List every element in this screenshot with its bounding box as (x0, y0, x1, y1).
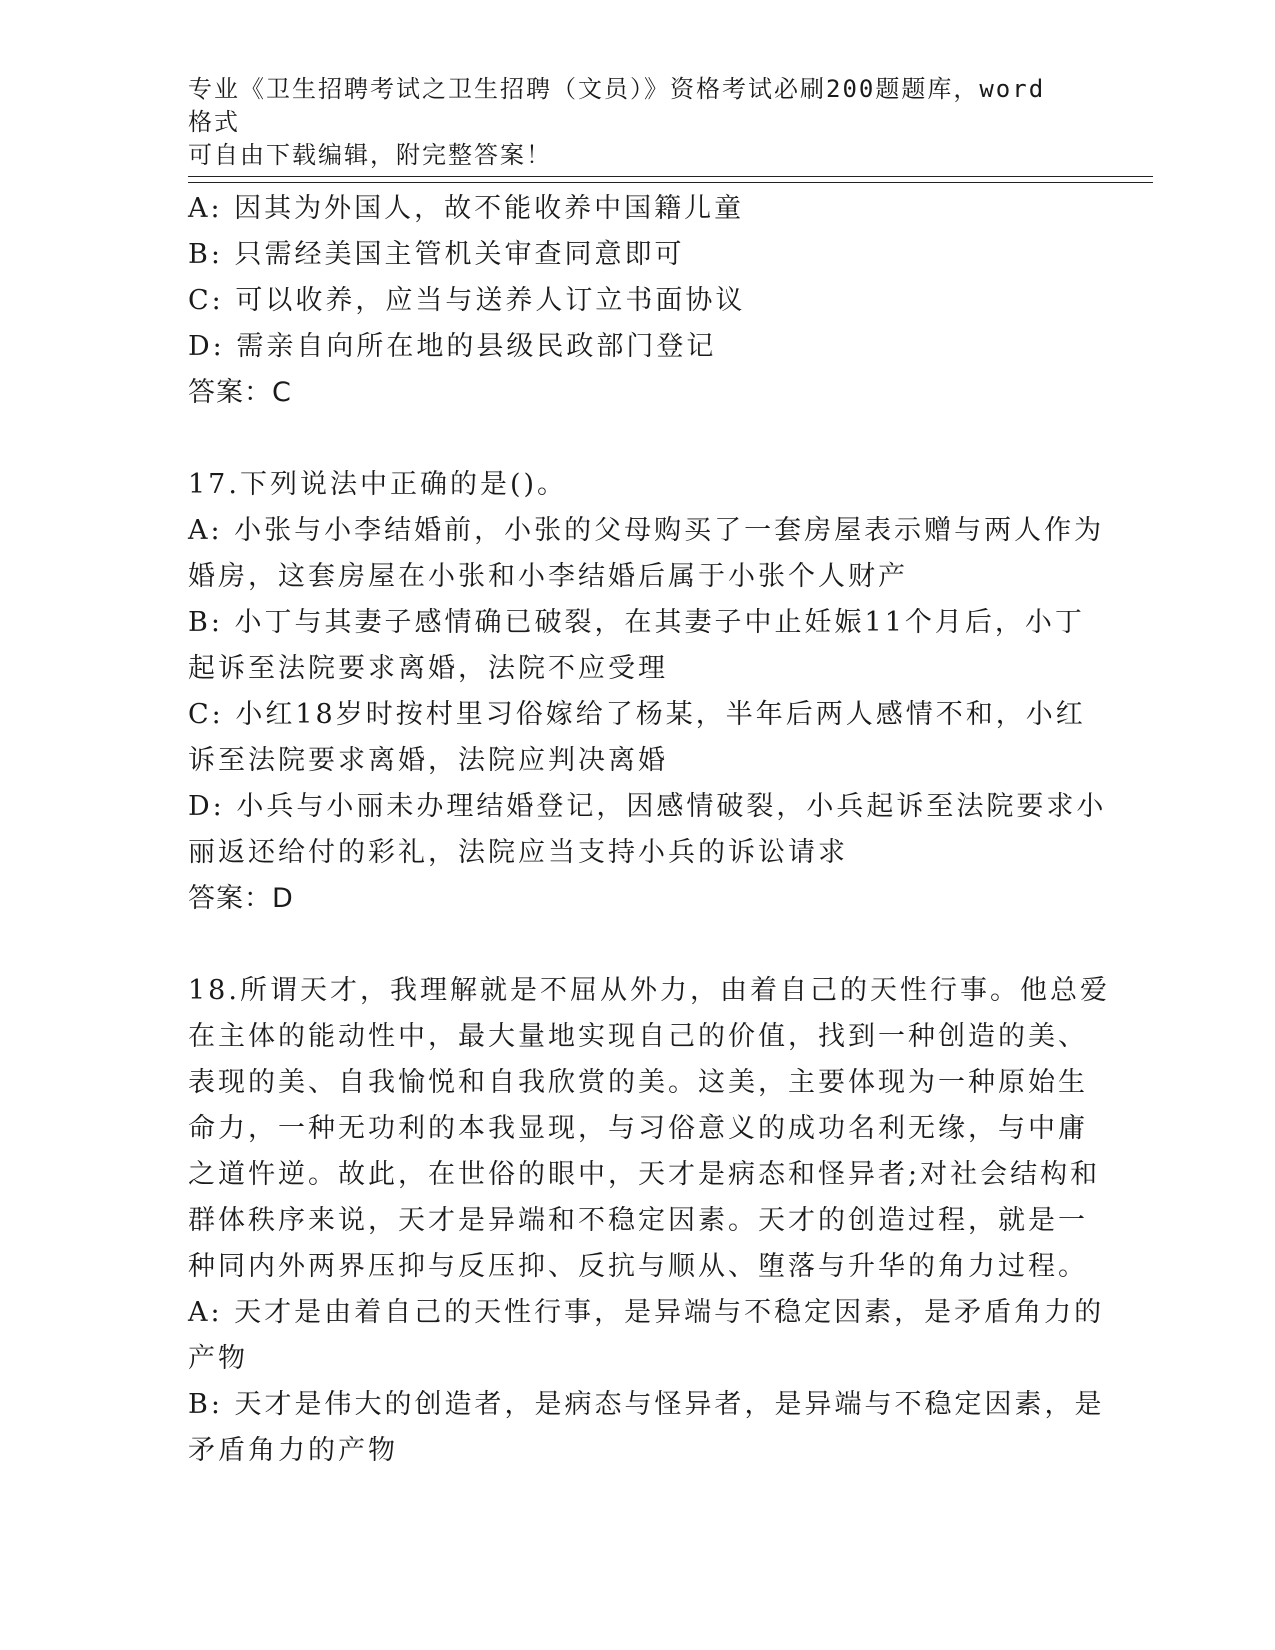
question-18-block (188, 968, 1110, 1474)
header-line-2: 可自由下载编辑，附完整答案！ (188, 141, 552, 169)
q18-line: 表现的美、自我愉悦和自我欣赏的美。这美，主要体现为一种原始生 (188, 1067, 1088, 1098)
q18-line: 之道忤逆。故此，在世俗的眼中，天才是病态和怪异者;对社会结构和 (188, 1159, 1101, 1190)
question-17-block (188, 462, 1107, 922)
q18-line: 产物 (188, 1343, 248, 1374)
q18-line: 命力，一种无功利的本我显现，与习俗意义的成功名利无缘，与中庸 (188, 1113, 1088, 1144)
q17-line: 婚房，这套房屋在小张和小李结婚后属于小张个人财产 (188, 561, 908, 592)
q17-line: 诉至法院要求离婚，法院应判决离婚 (188, 745, 668, 776)
spacer (188, 416, 1088, 462)
q18-line: 种同内外两界压抑与反压抑、反抗与顺从、堕落与升华的角力过程。 (188, 1251, 1088, 1282)
spacer (188, 922, 1088, 968)
q17-line: 丽返还给付的彩礼，法院应当支持小兵的诉讼请求 (188, 837, 848, 868)
q16-option-b: B: 只需经美国主管机关审查同意即可 (188, 239, 685, 270)
q17-answer: 答案：D (188, 883, 294, 914)
q16-option-d: D: 需亲自向所在地的县级民政部门登记 (188, 331, 717, 362)
q18-line: A: 天才是由着自己的天性行事，是异端与不稳定因素，是矛盾角力的 (188, 1297, 1105, 1328)
question-16-block (188, 186, 1088, 416)
q18-line: 18.所谓天才，我理解就是不屈从外力，由着自己的天性行事。他总爱 (188, 975, 1110, 1006)
q17-line: D: 小兵与小丽未办理结婚登记，因感情破裂，小兵起诉至法院要求小 (188, 791, 1107, 822)
q17-line: 起诉至法院要求离婚，法院不应受理 (188, 653, 668, 684)
header-line-1: 专业《卫生招聘考试之卫生招聘（文员）》资格考试必刷200题题库，word格式 (188, 75, 1046, 136)
q18-line: 在主体的能动性中，最大量地实现自己的价值，找到一种创造的美、 (188, 1021, 1088, 1052)
q18-line: 群体秩序来说，天才是异端和不稳定因素。天才的创造过程，就是一 (188, 1205, 1088, 1236)
q16-option-a: A: 因其为外国人，故不能收养中国籍儿童 (188, 193, 745, 224)
q18-line: B: 天才是伟大的创造者，是病态与怪异者，是异端与不稳定因素，是 (188, 1389, 1105, 1420)
q17-line: C: 小红18岁时按村里习俗嫁给了杨某，半年后两人感情不和，小红 (188, 699, 1086, 730)
q16-option-c: C: 可以收养，应当与送养人订立书面协议 (188, 285, 746, 316)
header-divider-secondary (188, 182, 1153, 183)
q17-stem: 17.下列说法中正确的是()。 (188, 469, 568, 500)
page-header (188, 73, 1068, 172)
q17-line: B: 小丁与其妻子感情确已破裂，在其妻子中止妊娠11个月后，小丁 (188, 607, 1085, 638)
document-body (188, 186, 1110, 1474)
header-divider (188, 176, 1153, 177)
q17-line: A: 小张与小李结婚前，小张的父母购买了一套房屋表示赠与两人作为 (188, 515, 1105, 546)
q16-answer: 答案：C (188, 377, 292, 408)
q18-line: 矛盾角力的产物 (188, 1435, 398, 1466)
